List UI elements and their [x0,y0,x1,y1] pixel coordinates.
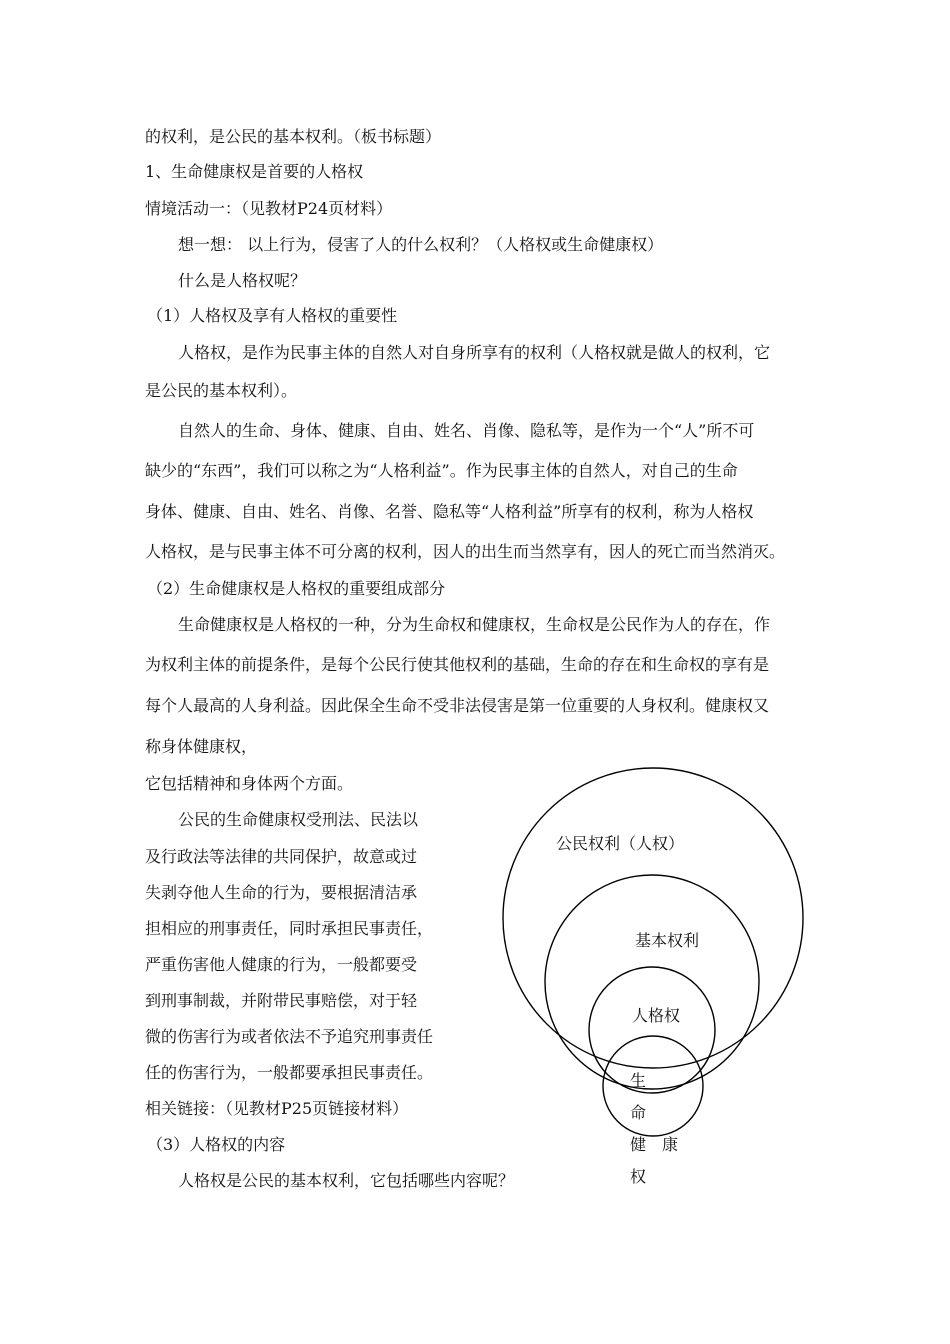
text-line: 生命健康权是人格权的一种，分为生命权和健康权，生命权是公民作为人的存在，作 [178,615,771,634]
text-line: 情境活动一：（见教材P24页材料） [145,199,393,218]
text-line: 微的伤害行为或者依法不予追究刑事责任 [145,1027,434,1046]
subsection-heading: （2）生命健康权是人格权的重要组成部分 [147,579,446,598]
text-line: 人格权，是与民事主体不可分离的权利，因人的出生而当然享有，因人的死亡而当然消灭。 [145,542,786,561]
text-line: 人格权，是作为民事主体的自然人对自身所享有的权利（人格权就是做人的权利，它 [178,343,771,362]
label-basic-rights: 基本权利 [635,931,700,950]
text-line: 任的伤害行为，一般都要承担民事责任。 [145,1063,434,1082]
text-line: 想一想： 以上行为，侵害了人的什么权利？（人格权或生命健康权） [178,235,664,254]
subsection-heading: （1）人格权及享有人格权的重要性 [147,306,398,325]
subsection-heading: （3）人格权的内容 [147,1135,286,1154]
text-line: 失剥夺他人生命的行为，要根据清洁承 [145,883,418,902]
label-life-health-3: 健 康 [630,1135,679,1154]
circle-life-health-rights [603,1036,703,1136]
text-line: 它包括精神和身体两个方面。 [145,774,354,793]
text-line: 公民的生命健康权受刑法、民法以 [178,810,419,829]
circle-basic-rights [545,875,759,1089]
circle-personality-rights [589,967,715,1093]
text-line: 人格权是公民的基本权利，它包括哪些内容呢？ [178,1171,515,1190]
text-line: 称身体健康权， [145,737,258,756]
text-line: 及行政法等法律的共同保护，故意或过 [145,847,418,866]
label-life-health-2: 命 [630,1103,647,1122]
text-line: 相关链接：（见教材P25页链接材料） [145,1099,409,1118]
text-line: 的权利，是公民的基本权利。（板书标题） [145,127,442,146]
label-personality-rights: 人格权 [632,1006,681,1025]
text-line: 缺少的“东西”，我们可以称之为“人格利益”。作为民事主体的自然人，对自己的生命 [145,461,738,480]
text-line: 是公民的基本权利）。 [145,381,298,400]
label-civil-rights: 公民权利（人权） [556,834,685,853]
text-line: 身体、健康、自由、姓名、肖像、名誉、隐私等“人格利益”所享有的权利，称为人格权 [145,502,754,521]
label-life-health-4: 权 [630,1167,647,1186]
text-line: 自然人的生命、身体、健康、自由、姓名、肖像、隐私等，是作为一个“人”所不可 [178,421,755,440]
text-line: 担相应的刑事责任，同时承担民事责任， [145,919,434,938]
text-line: 什么是人格权呢？ [178,271,307,290]
text-line: 严重伤害他人健康的行为，一般都要受 [145,955,418,974]
text-line: 到刑事制裁，并附带民事赔偿，对于轻 [145,991,418,1010]
text-line: 每个人最高的人身利益。因此保全生命不受非法侵害是第一位重要的人身权利。健康权又 [145,696,770,715]
section-heading: 1、生命健康权是首要的人格权 [145,162,364,181]
label-life-health-1: 生 [630,1071,647,1090]
text-line: 为权利主体的前提条件，是每个公民行使其他权利的基础，生命的存在和生命权的享有是 [145,655,770,674]
